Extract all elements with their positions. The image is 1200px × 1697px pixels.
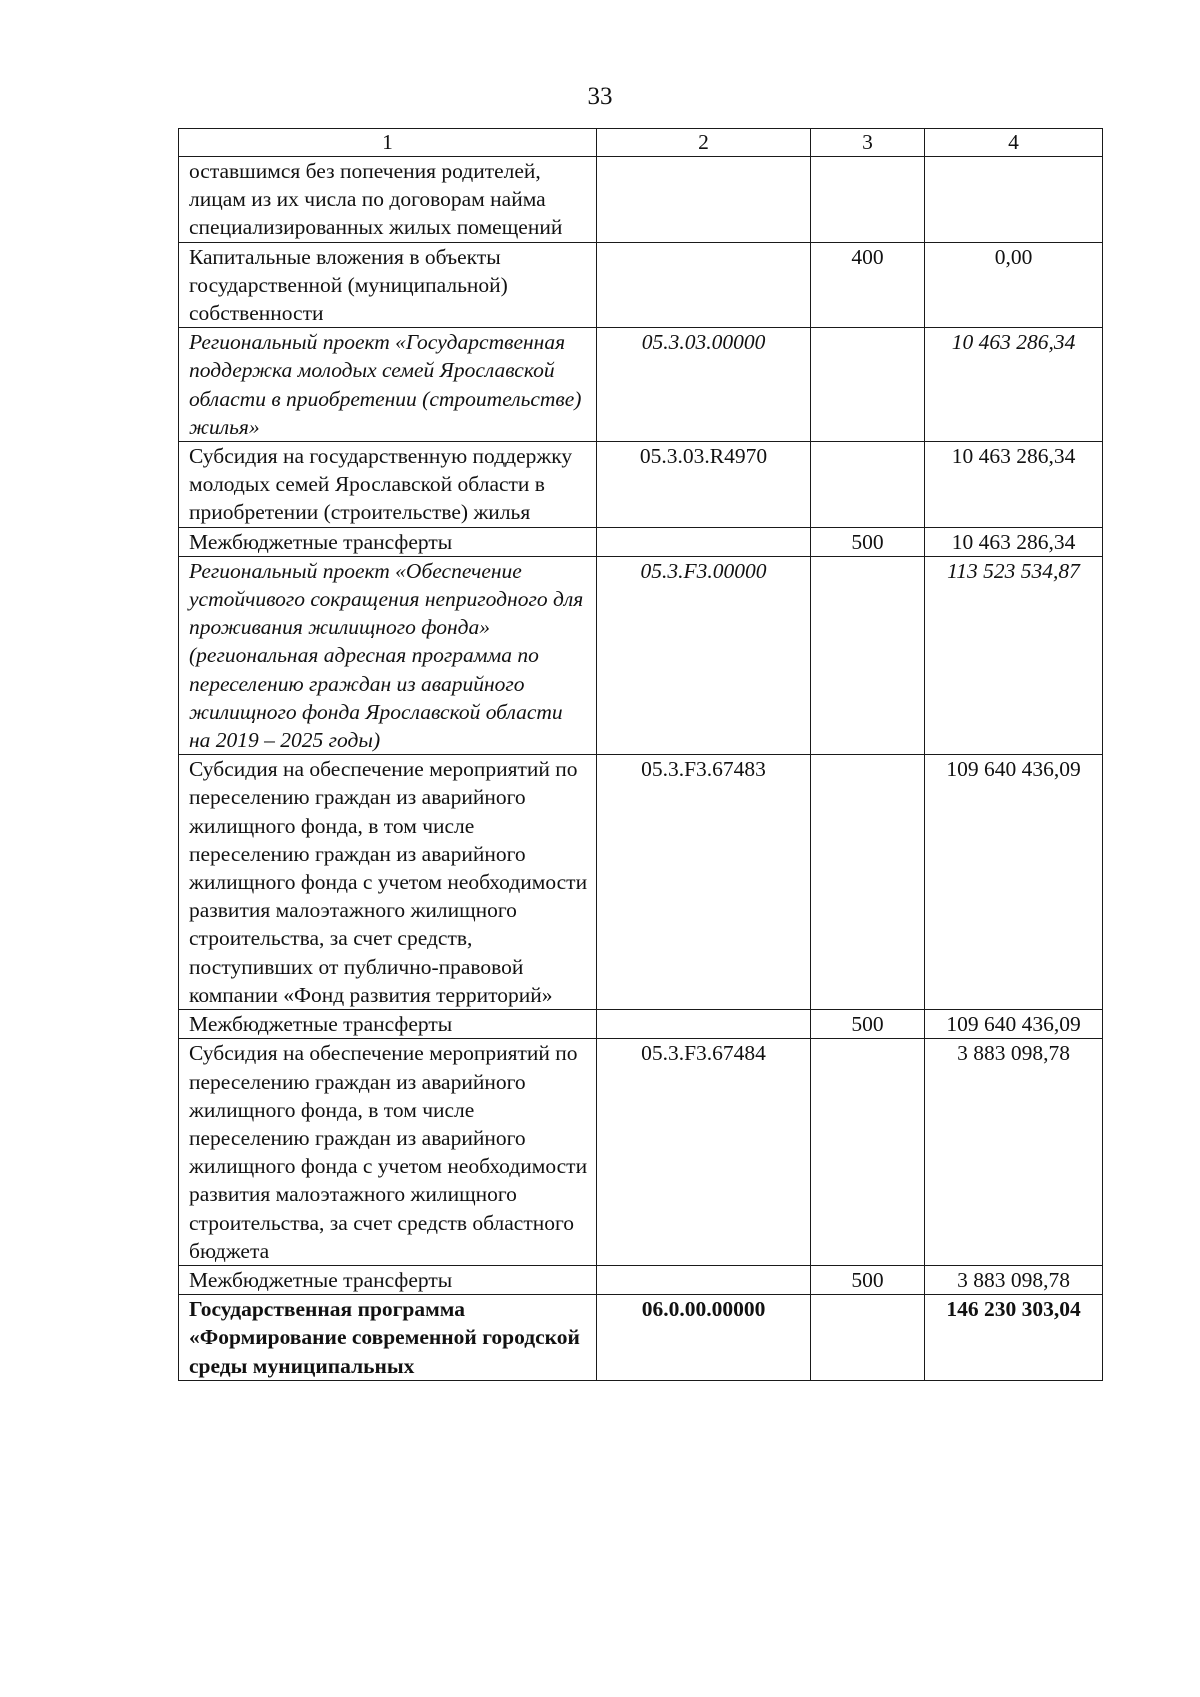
row-name: Региональный проект «Государственная поддержка молодых семей Ярославской области в приобретении (строительстве) жилья» bbox=[179, 328, 597, 442]
row-name: оставшимся без попечения родителей, лицам из их числа по договорам найма специализированных жилых помещений bbox=[179, 157, 597, 243]
row-code: 05.3.F3.00000 bbox=[597, 556, 811, 754]
row-code: 05.3.F3.67484 bbox=[597, 1039, 811, 1266]
row-sum: 113 523 534,87 bbox=[925, 556, 1103, 754]
row-type bbox=[811, 328, 925, 442]
row-code: 06.0.00.00000 bbox=[597, 1295, 811, 1381]
table-row bbox=[179, 442, 1103, 528]
row-code: 05.3.F3.67483 bbox=[597, 755, 811, 1010]
row-sum: 10 463 286,34 bbox=[925, 527, 1103, 556]
row-type bbox=[811, 442, 925, 528]
row-code bbox=[597, 242, 811, 328]
row-type: 500 bbox=[811, 1010, 925, 1039]
row-name: Субсидия на государственную поддержку молодых семей Ярославской области в приобретении (строительстве) жилья bbox=[179, 442, 597, 528]
row-sum: 10 463 286,34 bbox=[925, 328, 1103, 442]
row-name: Межбюджетные трансферты bbox=[179, 1265, 597, 1294]
row-name: Государственная программа «Формирование современной городской среды муниципальных bbox=[179, 1295, 597, 1381]
row-type: 400 bbox=[811, 242, 925, 328]
row-sum: 3 883 098,78 bbox=[925, 1039, 1103, 1266]
table-row bbox=[179, 527, 1103, 556]
row-name: Субсидия на обеспечение мероприятий по переселению граждан из аварийного жилищного фонда, в том числе переселению граждан из аварийного жилищного фонда с учетом необходимости развития малоэтажного жилищного строительства, за счет средств областного бюджета bbox=[179, 1039, 597, 1266]
page-number: 33 bbox=[587, 83, 613, 110]
row-type bbox=[811, 556, 925, 754]
table-row bbox=[179, 1010, 1103, 1039]
row-code bbox=[597, 157, 811, 243]
column-header-sum: 4 bbox=[925, 129, 1103, 157]
row-name: Субсидия на обеспечение мероприятий по переселению граждан из аварийного жилищного фонда, в том числе переселению граждан из аварийного жилищного фонда с учетом необходимости развития малоэтажного жилищного строительства, за счет средств, поступивших от публично-правовой компании «Фонд развития территорий» bbox=[179, 755, 597, 1010]
row-sum: 0,00 bbox=[925, 242, 1103, 328]
column-header-name: 1 bbox=[179, 129, 597, 157]
row-sum bbox=[925, 157, 1103, 243]
row-sum: 10 463 286,34 bbox=[925, 442, 1103, 528]
table-row bbox=[179, 242, 1103, 328]
row-type bbox=[811, 157, 925, 243]
row-sum: 109 640 436,09 bbox=[925, 755, 1103, 1010]
table-row bbox=[179, 556, 1103, 754]
table-row bbox=[179, 755, 1103, 1010]
row-type bbox=[811, 1295, 925, 1381]
row-type: 500 bbox=[811, 527, 925, 556]
column-header-type: 3 bbox=[811, 129, 925, 157]
row-type bbox=[811, 1039, 925, 1266]
row-type: 500 bbox=[811, 1265, 925, 1294]
row-sum: 3 883 098,78 bbox=[925, 1265, 1103, 1294]
row-code bbox=[597, 527, 811, 556]
row-sum: 109 640 436,09 bbox=[925, 1010, 1103, 1039]
row-code bbox=[597, 1265, 811, 1294]
table-row bbox=[179, 1039, 1103, 1266]
budget-table bbox=[178, 128, 1103, 1381]
row-code: 05.3.03.00000 bbox=[597, 328, 811, 442]
table-row bbox=[179, 328, 1103, 442]
row-name: Межбюджетные трансферты bbox=[179, 1010, 597, 1039]
row-name: Капитальные вложения в объекты государственной (муниципальной) собственности bbox=[179, 242, 597, 328]
row-name: Межбюджетные трансферты bbox=[179, 527, 597, 556]
row-code bbox=[597, 1010, 811, 1039]
row-sum: 146 230 303,04 bbox=[925, 1295, 1103, 1381]
table-row bbox=[179, 1295, 1103, 1381]
column-header-code: 2 bbox=[597, 129, 811, 157]
header-row bbox=[179, 129, 1103, 157]
row-name: Региональный проект «Обеспечение устойчивого сокращения непригодного для проживания жилищного фонда» (региональная адресная программа по переселению граждан из аварийного жилищного фонда Ярославской области на 2019 – 2025 годы) bbox=[179, 556, 597, 754]
row-code: 05.3.03.R4970 bbox=[597, 442, 811, 528]
table-row bbox=[179, 157, 1103, 243]
table-row bbox=[179, 1265, 1103, 1294]
row-type bbox=[811, 755, 925, 1010]
